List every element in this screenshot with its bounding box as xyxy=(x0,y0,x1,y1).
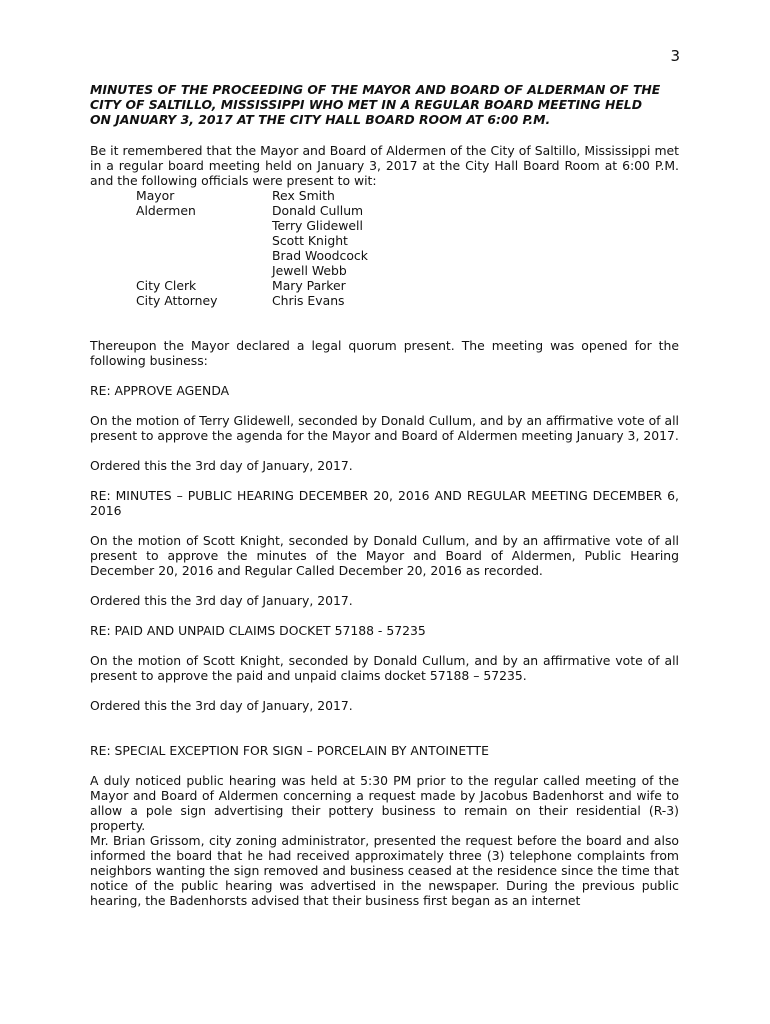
heading-line: MINUTES OF THE PROCEEDING OF THE MAYOR AND BOARD OF ALDERMAN OF THE xyxy=(90,82,661,97)
minutes-content xyxy=(90,82,679,908)
heading-line: CITY OF SALTILLO, MISSISSIPPI WHO MET IN A REGULAR BOARD MEETING HELD xyxy=(90,97,642,112)
spacer xyxy=(90,638,679,653)
official-row xyxy=(136,233,679,248)
spacer xyxy=(90,443,679,458)
official-name: Chris Evans xyxy=(272,293,345,308)
official-name: Terry Glidewell xyxy=(272,218,363,233)
official-row xyxy=(136,263,679,278)
minutes-heading xyxy=(90,82,679,127)
section-title: RE: APPROVE AGENDA xyxy=(90,383,230,398)
section-title: RE: PAID AND UNPAID CLAIMS DOCKET 57188 - 57235 xyxy=(90,623,426,638)
official-role xyxy=(136,263,272,278)
official-name: Jewell Webb xyxy=(272,263,347,278)
official-name: Brad Woodcock xyxy=(272,248,368,263)
section-body: On the motion of Scott Knight, seconded by Donald Cullum, and by an affirmative vote of all present to approve the paid and unpaid claims docket 57188 – 57235. xyxy=(90,653,679,683)
special-section-title: RE: SPECIAL EXCEPTION FOR SIGN – PORCELAIN BY ANTOINETTE xyxy=(90,743,489,758)
spacer xyxy=(90,308,679,338)
official-role: City Attorney xyxy=(136,293,218,308)
official-role: Mayor xyxy=(136,188,175,203)
official-name: Donald Cullum xyxy=(272,203,364,218)
spacer xyxy=(90,758,679,773)
official-role xyxy=(136,248,272,263)
official-role: Aldermen xyxy=(136,203,196,218)
official-role xyxy=(136,218,272,233)
official-name: Mary Parker xyxy=(272,278,346,293)
spacer xyxy=(90,398,679,413)
official-row xyxy=(136,203,679,218)
spacer xyxy=(90,368,679,383)
section-title: RE: MINUTES – PUBLIC HEARING DECEMBER 20, 2016 AND REGULAR MEETING DECEMBER 6, 2016 xyxy=(90,488,679,518)
official-name: Scott Knight xyxy=(272,233,348,248)
official-row xyxy=(136,248,679,263)
special-paragraph-1: A duly noticed public hearing was held at 5:30 PM prior to the regular called meeting of the Mayor and Board of Aldermen concerning a request made by Jacobus Badenhorst and wife to allow a pole sign advertising their pottery business to remain on their residential (R-3) property. xyxy=(90,773,679,833)
spacer xyxy=(90,683,679,698)
spacer xyxy=(90,473,679,488)
page-number: 3 xyxy=(670,47,680,65)
official-role: City Clerk xyxy=(136,278,197,293)
section-body: On the motion of Terry Glidewell, seconded by Donald Cullum, and by an affirmative vote of all present to approve the agenda for the Mayor and Board of Aldermen meeting January 3, 2017. xyxy=(90,413,679,443)
heading-line: ON JANUARY 3, 2017 AT THE CITY HALL BOARD ROOM AT 6:00 P.M. xyxy=(90,112,551,127)
intro-paragraph: Be it remembered that the Mayor and Board of Aldermen of the City of Saltillo, Mississippi met in a regular board meeting held on January 3, 2017 at the City Hall Board Room at 6:00 P.M. and the following officials were present to wit: xyxy=(90,143,679,188)
spacer xyxy=(90,578,679,593)
official-row xyxy=(136,218,679,233)
officials-list xyxy=(136,188,679,308)
spacer xyxy=(90,518,679,533)
official-row xyxy=(136,278,679,293)
quorum-paragraph: Thereupon the Mayor declared a legal quorum present. The meeting was opened for the following business: xyxy=(90,338,679,368)
section-ordered: Ordered this the 3rd day of January, 2017. xyxy=(90,593,353,608)
section-body: On the motion of Scott Knight, seconded by Donald Cullum, and by an affirmative vote of all present to approve the minutes of the Mayor and Board of Aldermen, Public Hearing December 20, 2016 and Regular Called December 20, 2016 as recorded. xyxy=(90,533,679,578)
section-ordered: Ordered this the 3rd day of January, 2017. xyxy=(90,458,353,473)
spacer xyxy=(90,713,679,743)
spacer xyxy=(90,608,679,623)
special-paragraph-2: Mr. Brian Grissom, city zoning administrator, presented the request before the board and also informed the board that he had received approximately three (3) telephone complaints from neighbors wanting the sign removed and business ceased at the residence since the time that notice of the public hearing was advertised in the newspaper. During the previous public hearing, the Badenhorsts advised that their business first began as an internet xyxy=(90,833,679,908)
official-row xyxy=(136,293,679,308)
official-role xyxy=(136,233,272,248)
section-ordered: Ordered this the 3rd day of January, 2017. xyxy=(90,698,353,713)
official-row xyxy=(136,188,679,203)
official-name: Rex Smith xyxy=(272,188,335,203)
